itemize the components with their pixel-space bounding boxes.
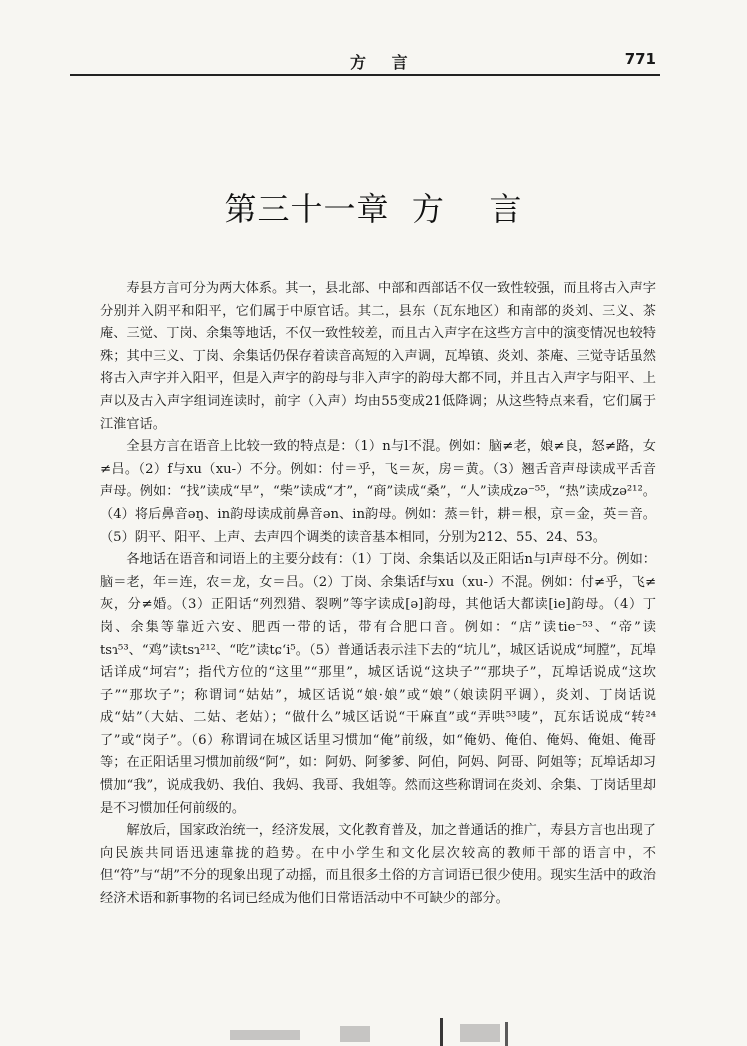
scan-smudge xyxy=(505,1022,508,1046)
paragraph-1: 寿县方言可分为两大体系。其一，县北部、中部和西部话不仅一致性较强，而且将古入声字分别并入阴平和阳平，它们属于中原官话。其二，县东（瓦东地区）和南部的炎刘、三义、茶庵、三觉、丁岗、余集等地话，不仅一致性较差，而且古入声字在这些方言中的演变情况也较特殊；其中三义、丁岗、余集话仍保存着读音高短的入声调，瓦埠镇、炎刘、茶庵、三觉寺话虽然将古入声字并入阳平，但是入声字的韵母与非入声字的韵母大都不同，并且古入声字与阳平、上声以及古入声字组词连读时，前字（入声）均由55变成21低降调；从这些特点来看，它们属于江淮官话。 xyxy=(100,281,656,432)
scan-smudge xyxy=(230,1030,300,1040)
paragraph-3: 各地话在语音和词语上的主要分歧有：（1）丁岗、余集话以及正阳话n与l声母不分。例如：脑＝老，年＝连，农＝龙，女＝吕。（2）丁岗、余集话f与xu（xu-）不混。例如：付≠乎，飞≠灰，分≠婚。（3）正阳话“列烈猎、裂咧”等字读成[ə]韵母，其他话大都读[ie]韵母。（4）丁岗、余集等靠近六安、肥西一带的话，带有合肥口音。例如：“店”读tie⁻⁵³、“帝”读tsɿ⁵³、“鸡”读tsɿ²¹²、“吃”读tɕʻi⁵。（5）普通话表示洼下去的“坑儿”，城区话说成“坷膛”，瓦埠话详成“坷宕”；指代方位的“这里”“那里”，城区话说“这块子”“那块子”，瓦埠话说成“这坎子”“那坎子”；称谓词“姑姑”，城区话说“娘·娘”或“娘”（娘读阴平调），炎刘、丁岗话说成“姑”（大姑、二姑、老姑）；“做什么”城区话说“干麻直”或“弄哄⁵³唛”，瓦东话说成“转²⁴了”或“岗子”。（6）称谓词在城区话里习惯加“俺”前级，如“俺奶、俺伯、俺妈、俺姐、俺哥等；在正阳话里习惯加前级“阿”，如：阿奶、阿爹爹、阿伯，阿妈、阿哥、阿姐等；瓦埠话却习惯加“我”，说成我奶、我伯、我妈、我哥、我姐等。然而这些称谓词在炎刘、余集、丁岗话里却是不习惯加任何前级的。 xyxy=(100,552,656,816)
body-text xyxy=(100,278,656,911)
scan-artifacts xyxy=(230,1018,560,1046)
running-header xyxy=(70,44,660,76)
scan-smudge xyxy=(340,1026,370,1042)
scan-smudge xyxy=(440,1018,443,1046)
paragraph-2: 全县方言在语音上比较一致的特点是：（1）n与l不混。例如：脑≠老，娘≠良，怒≠路，女≠吕。（2）f与xu（xu-）不分。例如：付＝乎，飞＝灰，房＝黄。（3）翘舌音声母读成平舌音声母。例如：“找”读成“早”，“柴”读成“才”，“商”读成“桑”，“人”读成zə⁻⁵⁵，“热”读成zə²¹²。（4）将后鼻音əŋ、in韵母读成前鼻音ən、in韵母。例如：蒸＝针，耕＝根，京＝金，英＝音。（5）阴平、阳平、上声、去声四个调类的读音基本相同，分别为212、55、24、53。 xyxy=(100,439,656,545)
page-number: 771 xyxy=(624,50,656,68)
paragraph-4: 解放后，国家政治统一，经济发展，文化教育普及，加之普通话的推广，寿县方言也出现了向民族共同语迅速靠拢的趋势。在中小学生和文化层次较高的教师干部的语言中，不但“符”与“胡”不分的现象出现了动摇，而且很多土俗的方言词语已很少使用。现实生活中的政治经济术语和新事物的名词已经成为他们日常语活动中不可缺少的部分。 xyxy=(100,823,656,907)
scan-smudge xyxy=(460,1024,500,1042)
header-title: 方 言 xyxy=(350,53,418,72)
chapter-title: 第三十一章 方 言 xyxy=(224,190,523,229)
